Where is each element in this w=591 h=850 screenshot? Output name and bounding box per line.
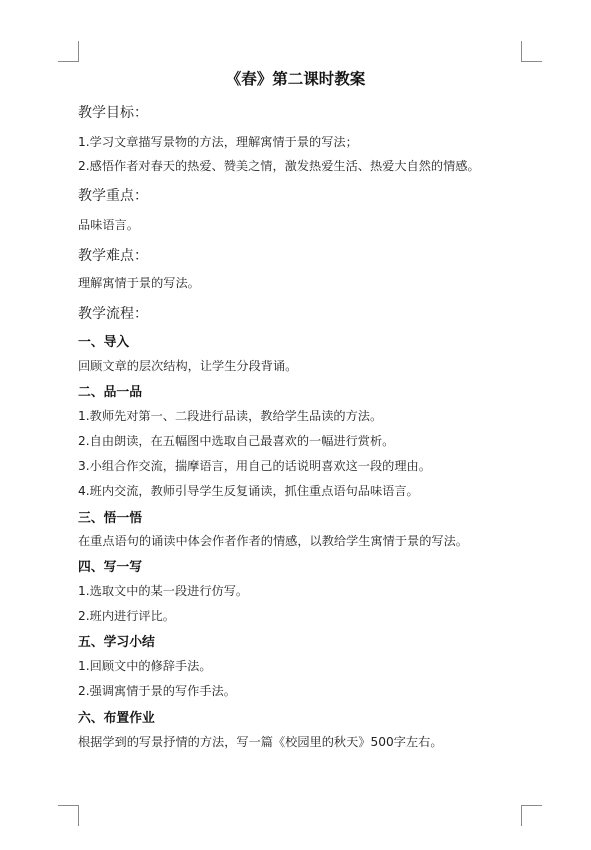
crop-mark-top-left bbox=[58, 41, 79, 62]
summary-item-1: 1.回顾文中的修辞手法。 bbox=[78, 659, 212, 673]
process-heading: 教学流程： bbox=[78, 306, 148, 322]
difficulty-text: 理解寓情于景的写法。 bbox=[78, 276, 200, 290]
savor-item-2: 2.自由朗读，在五幅图中选取自己最喜欢的一幅进行赏析。 bbox=[78, 434, 395, 448]
understand-text: 在重点语句的诵读中体会作者作者的情感，以教给学生寓情于景的写法。 bbox=[78, 534, 468, 548]
intro-text: 回顾文章的层次结构，让学生分段背诵。 bbox=[78, 359, 298, 373]
section-title-homework: 六、布置作业 bbox=[78, 711, 155, 726]
write-item-1: 1.选取文中的某一段进行仿写。 bbox=[78, 584, 249, 598]
crop-mark-top-right bbox=[521, 41, 542, 62]
crop-mark-bottom-right bbox=[521, 805, 542, 826]
section-title-understand: 三、悟一悟 bbox=[78, 511, 142, 526]
goal-item-1: 1.学习文章描写景物的方法，理解寓情于景的写法； bbox=[78, 135, 358, 149]
document-title: 《春》第二课时教案 bbox=[225, 70, 366, 88]
difficulty-heading: 教学难点： bbox=[78, 248, 148, 264]
write-item-2: 2.班内进行评比。 bbox=[78, 609, 175, 623]
key-points-heading: 教学重点： bbox=[78, 188, 148, 204]
key-points-text: 品味语言。 bbox=[78, 218, 139, 232]
savor-item-1: 1.教师先对第一、二段进行品读，教给学生品读的方法。 bbox=[78, 409, 383, 423]
section-title-savor: 二、品一品 bbox=[78, 385, 142, 400]
homework-text: 根据学到的写景抒情的方法，写一篇《校园里的秋天》500字左右。 bbox=[78, 735, 443, 749]
crop-mark-bottom-left bbox=[58, 805, 79, 826]
savor-item-4: 4.班内交流，教师引导学生反复诵读，抓住重点语句品味语言。 bbox=[78, 484, 419, 498]
savor-item-3: 3.小组合作交流，揣摩语言，用自己的话说明喜欢这一段的理由。 bbox=[78, 459, 431, 473]
summary-item-2: 2.强调寓情于景的写作手法。 bbox=[78, 684, 236, 698]
section-title-summary: 五、学习小结 bbox=[78, 635, 155, 650]
section-title-intro: 一、导入 bbox=[78, 335, 130, 350]
section-title-write: 四、写一写 bbox=[78, 560, 142, 575]
goals-heading: 教学目标： bbox=[78, 105, 148, 121]
goal-item-2: 2.感悟作者对春天的热爱、赞美之情，激发热爱生活、热爱大自然的情感。 bbox=[78, 159, 480, 173]
